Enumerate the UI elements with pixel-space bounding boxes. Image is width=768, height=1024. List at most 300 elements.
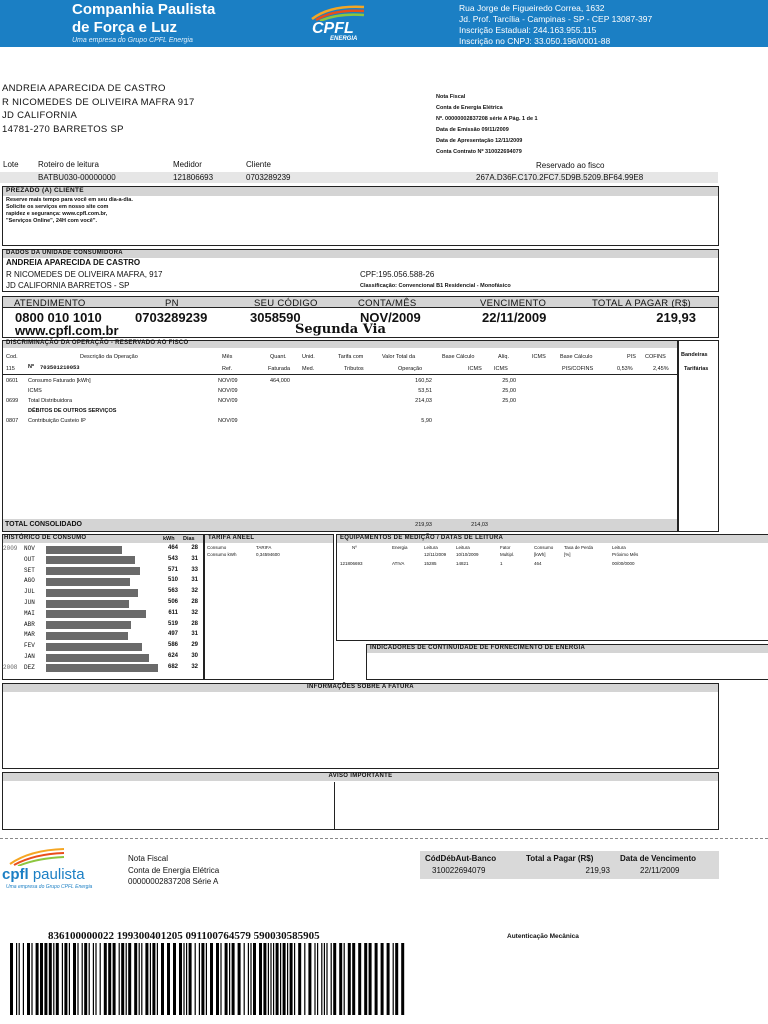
- barcode-bar: [128, 943, 131, 1015]
- barcode-bar: [375, 943, 378, 1015]
- barcode-bar: [119, 943, 120, 1015]
- discriminacao-title: DISCRIMINAÇÃO DA OPERAÇÃO - RESERVADO AO FISCO: [6, 340, 189, 346]
- historico-dias: 32: [191, 609, 198, 616]
- historico-month: AGO: [24, 577, 35, 585]
- address-line: Jd. Prof. Tarcília - Campinas - SP - CEP 13087-397: [459, 14, 653, 24]
- barcode-bar: [276, 943, 279, 1015]
- disc-row-aliq: 25,00: [502, 378, 516, 384]
- barcode-bar: [10, 943, 13, 1015]
- atendimento-phone: 0800 010 1010: [15, 310, 102, 325]
- equip-header: Nº: [352, 545, 357, 550]
- barcode-bar: [31, 943, 32, 1015]
- barcode-bar: [270, 943, 271, 1015]
- historico-dias: 32: [191, 663, 198, 670]
- vencimento-header: VENCIMENTO: [480, 298, 547, 309]
- nf-code: 115: [6, 366, 15, 372]
- company-name-line2: de Força e Luz: [72, 19, 178, 36]
- historico-month: OUT: [24, 555, 35, 563]
- barcode-bar: [333, 943, 336, 1015]
- equip-header: Energia: [392, 545, 408, 550]
- barcode-bar: [298, 943, 301, 1015]
- col-base: Base Cálculo: [442, 354, 475, 360]
- medidor-value: 121806693: [173, 173, 214, 182]
- col-ref: Ref.: [222, 366, 233, 372]
- atendimento-header: ATENDIMENTO: [14, 298, 86, 309]
- segunda-via: Segunda Via: [295, 322, 386, 337]
- indicadores-title: INDICADORES DE CONTINUIDADE DE FORNECIMENTO DE ENERGIA: [370, 645, 586, 651]
- barcode-bar: [238, 943, 241, 1015]
- barcode-bar: [225, 943, 228, 1015]
- disc-row-desc: ICMS: [28, 388, 42, 394]
- total-consolidado-valor: 219,93: [415, 522, 432, 528]
- barcode-bar: [77, 943, 78, 1015]
- cliente-header: Cliente: [246, 160, 271, 169]
- barcode-bar: [401, 943, 404, 1015]
- barcode-bar: [173, 943, 176, 1015]
- equip-value: 14821: [456, 561, 469, 566]
- barcode-bar: [369, 943, 372, 1015]
- unidade-name: ANDREIA APARECIDA DE CASTRO: [6, 258, 141, 267]
- nota-line: Nota Fiscal: [436, 94, 466, 100]
- equip-header: Próximo Mês: [612, 552, 639, 557]
- barcode-bar: [183, 943, 184, 1015]
- tarifa-label: Consumo kWh: [207, 552, 237, 557]
- unidade-cpf: CPF:195.056.588-26: [360, 270, 435, 279]
- footer-nf3: 00000002837208 Série A: [128, 877, 219, 886]
- barcode-bar: [145, 943, 148, 1015]
- medidor-header: Medidor: [173, 160, 202, 169]
- bandeiras-label: Bandeiras: [681, 352, 708, 358]
- cpfl-paulista-swoosh-icon: [8, 846, 68, 866]
- equip-header: Fator: [500, 545, 511, 550]
- col-faturada: Faturada: [268, 366, 291, 372]
- col-med: Med.: [302, 366, 315, 372]
- pn-header: PN: [165, 298, 179, 309]
- equip-value: 121806693: [340, 561, 363, 566]
- barcode-bar: [253, 943, 256, 1015]
- total-consolidado-bar: [3, 519, 677, 531]
- website: www.cpfl.com.br: [15, 323, 119, 338]
- historico-dias: 31: [191, 631, 198, 638]
- autenticacao-label: Autenticação Mecânica: [507, 933, 579, 940]
- equip-header: [kWh]: [534, 552, 546, 557]
- prezado-header-bar: [3, 187, 718, 196]
- barcode-bar: [250, 943, 251, 1015]
- footer-nf1: Nota Fiscal: [128, 854, 169, 863]
- barcode-bar: [62, 943, 63, 1015]
- barcode-bar: [179, 943, 182, 1015]
- disc-row-mes: NOV/09: [218, 398, 238, 404]
- barcode-bar: [248, 943, 249, 1015]
- col-quant: Quant.: [270, 354, 287, 360]
- historico-month: SET: [24, 566, 35, 574]
- historico-kwh: 497: [167, 631, 178, 638]
- vencimento-value: 22/11/2009: [482, 310, 547, 325]
- barcode-bar: [244, 943, 245, 1015]
- equip-value: ATIVA: [392, 561, 405, 566]
- unidade-classificacao: Classificação: Convencional B1 Residencial - Monofásico: [360, 283, 511, 289]
- historico-kwh: 563: [167, 588, 178, 595]
- barcode-bar: [393, 943, 394, 1015]
- disc-row-desc: DÉBITOS DE OUTROS SERVIÇOS: [28, 408, 117, 414]
- nota-line: Conta Contrato Nº 310022694079: [436, 149, 522, 155]
- historico-bar: [46, 632, 128, 640]
- barcode-bar: [280, 943, 281, 1015]
- barcode-bar: [134, 943, 137, 1015]
- barcode-bar: [321, 943, 322, 1015]
- barcode-bar: [290, 943, 293, 1015]
- barcode-bar: [84, 943, 87, 1015]
- barcode-bar: [364, 943, 367, 1015]
- unidade-city: JD CALIFORNIA BARRETOS - SP: [6, 281, 130, 290]
- barcode-bar: [189, 943, 192, 1015]
- total-consolidado-base: 214,03: [471, 522, 488, 528]
- barcode-bar: [304, 943, 305, 1015]
- barcode-bar: [232, 943, 235, 1015]
- nf-number: 703501210053: [40, 364, 80, 371]
- barcode-bar: [331, 943, 332, 1015]
- historico-dias: 28: [191, 545, 198, 551]
- historico-dias: 28: [191, 599, 198, 605]
- historico-bar: [46, 600, 129, 608]
- barcode-bar: [220, 943, 221, 1015]
- barcode-bar: [216, 943, 219, 1015]
- col-mes: Mês: [222, 354, 233, 360]
- historico-bar: [46, 556, 135, 564]
- cpfl-logo-text: CPFL: [312, 20, 354, 37]
- footer-total-value: 219,93: [585, 866, 610, 875]
- divider: [3, 374, 677, 375]
- unidade-title: DADOS DA UNIDADE CONSUMIDORA: [6, 250, 123, 256]
- barcode-bar: [44, 943, 47, 1015]
- disc-row-valor: 53,51: [418, 388, 432, 394]
- bandeiras-label: Tarifárias: [684, 366, 709, 372]
- historico-dias: 28: [191, 620, 198, 627]
- prezado-line: Solicite os serviços em nosso site com: [6, 204, 109, 210]
- tarifa-label: TARIFA: [256, 545, 272, 550]
- col-valor: Valor Total da: [382, 354, 416, 360]
- nota-line: Nº. 00000002837208 série A Pág. 1 de 1: [436, 116, 538, 122]
- col-pis: PIS: [627, 354, 636, 360]
- historico-kwh: 611: [168, 609, 178, 616]
- historico-dias: 32: [191, 588, 198, 595]
- equip-header: Leitura: [424, 545, 438, 550]
- barcode-bar: [56, 943, 59, 1015]
- barcode-bar: [195, 943, 196, 1015]
- historico-bar: [46, 567, 140, 575]
- equipamentos-box: [336, 534, 768, 641]
- barcode-bar: [113, 943, 116, 1015]
- barcode-bar: [339, 943, 342, 1015]
- historico-dias: 33: [191, 566, 198, 573]
- customer-district: JD CALIFORNIA: [2, 110, 78, 121]
- barcode-bar: [69, 943, 70, 1015]
- address-line: Inscrição Estadual: 244.163.955.115: [459, 25, 597, 35]
- historico-bar: [46, 654, 149, 662]
- barcode-bar: [23, 943, 24, 1015]
- barcode-bar: [201, 943, 204, 1015]
- barcode-bar: [294, 943, 295, 1015]
- roteiro-value: BATBU030-00000000: [38, 173, 116, 182]
- barcode-bar: [16, 943, 17, 1015]
- barcode-bar: [36, 943, 39, 1015]
- col-operacao: Operação: [398, 366, 423, 372]
- historico-kwh: 682: [167, 663, 178, 670]
- disc-row-desc: Consumo Faturado [kWh]: [28, 378, 91, 384]
- historico-dias: 30: [191, 653, 198, 659]
- barcode-bar: [314, 943, 315, 1015]
- customer-name: ANDREIA APARECIDA DE CASTRO: [2, 83, 166, 94]
- barcode: [10, 943, 410, 1015]
- barcode-bar: [308, 943, 311, 1015]
- col-piscofins: PIS/COFINS: [562, 366, 594, 372]
- barcode-bar: [348, 943, 351, 1015]
- barcode-bar: [82, 943, 83, 1015]
- prezado-title: PREZADO (A) CLIENTE: [6, 187, 84, 194]
- historico-month: DEZ: [24, 663, 35, 671]
- reservado-header: Reservado ao fisco: [536, 161, 605, 170]
- historico-dias-header: Dias: [183, 536, 195, 542]
- col-cofins: COFINS: [645, 354, 666, 360]
- aviso-divider: [334, 782, 335, 829]
- historico-month: NOV: [24, 545, 35, 552]
- tarifa-title: TARIFA ANEEL: [208, 535, 255, 541]
- disc-row-cod: 0807: [6, 418, 19, 424]
- barcode-bar: [139, 943, 140, 1015]
- barcode-bar: [141, 943, 142, 1015]
- col-desc: Descrição da Operação: [80, 354, 138, 360]
- nota-line: Data de Apresentação 12/11/2009: [436, 138, 523, 144]
- barcode-bar: [100, 943, 101, 1015]
- disc-row-desc: Total Distribuidora: [28, 398, 73, 404]
- historico-bar: [46, 546, 122, 554]
- conta-value: NOV/2009: [360, 310, 421, 325]
- barcode-bar: [283, 943, 286, 1015]
- pis-rate: 0,53%: [617, 366, 633, 372]
- codigo-value: 3058590: [250, 310, 301, 325]
- lote-header: Lote: [3, 160, 19, 169]
- equip-header: Multipl.: [500, 552, 515, 557]
- nota-line: Data de Emissão 09/11/2009: [436, 127, 509, 133]
- historico-kwh: 571: [167, 566, 178, 573]
- cpfl-paulista-logo: cpfl paulista: [2, 866, 85, 883]
- header-banner: [0, 0, 768, 47]
- unidade-street: R NICOMEDES DE OLIVEIRA MAFRA, 917: [6, 270, 163, 279]
- reservado-value: 267A.D36F.C170.2FC7.5D9B.5209.BF64.99E8: [476, 173, 644, 182]
- barcode-bar: [324, 943, 325, 1015]
- col-tarifa: Tarifa com: [338, 354, 364, 360]
- historico-year: 2009: [3, 545, 18, 552]
- disc-row-quant: 464,000: [270, 378, 290, 384]
- col-icms2: ICMS: [494, 366, 508, 372]
- historico-kwh: 506: [167, 599, 178, 605]
- barcode-bar: [387, 943, 390, 1015]
- col-aliq: Alíq.: [498, 354, 510, 360]
- barcode-bar: [19, 943, 20, 1015]
- historico-bar: [46, 643, 142, 651]
- prezado-line: "Serviços Online", 24H com você".: [6, 218, 97, 224]
- total-consolidado-label: TOTAL CONSOLIDADO: [5, 521, 82, 528]
- equip-value: 15285: [424, 561, 437, 566]
- barcode-bar: [186, 943, 187, 1015]
- historico-month: MAR: [24, 631, 35, 639]
- historico-kwh: 624: [167, 653, 178, 659]
- roteiro-header: Roteiro de leitura: [38, 160, 99, 169]
- cut-line: [0, 838, 768, 839]
- disc-row-valor: 214,03: [415, 398, 432, 404]
- nf-label: Nº: [28, 364, 34, 370]
- col-basepc: Base Cálculo: [560, 354, 593, 360]
- tarifa-label: Consumo: [207, 545, 227, 550]
- barcode-bar: [259, 943, 262, 1015]
- prezado-line: rapidez e segurança: www.cpfl.com.br,: [6, 211, 108, 217]
- historico-month: FEV: [24, 642, 35, 650]
- barcode-bar: [167, 943, 170, 1015]
- historico-bar: [46, 664, 158, 672]
- tarifa-value: 0,34594600: [256, 552, 280, 557]
- total-value: 219,93: [656, 310, 696, 325]
- barcode-bar: [161, 943, 164, 1015]
- equipamentos-title: EQUIPAMENTOS DE MEDIÇÃO / DATAS DE LEITURA: [340, 535, 504, 541]
- disc-row-mes: NOV/09: [218, 388, 238, 394]
- equip-header: Taxa de Perda: [564, 545, 594, 550]
- historico-dias: 29: [191, 642, 198, 649]
- historico-kwh-header: kWh: [163, 536, 175, 542]
- disc-row-cod: 0699: [6, 398, 19, 404]
- barcode-bar: [49, 943, 52, 1015]
- barcode-bar: [95, 943, 96, 1015]
- col-icms1: ICMS: [468, 366, 482, 372]
- informacoes-title: INFORMAÇÕES SOBRE A FATURA: [307, 684, 414, 690]
- aviso-title: AVISO IMPORTANTE: [328, 773, 393, 779]
- pn-value: 0703289239: [135, 310, 208, 325]
- col-icms3: ICMS: [532, 354, 546, 360]
- equip-header: 10/10/2009: [456, 552, 479, 557]
- disc-row-valor: 5,90: [421, 418, 432, 424]
- historico-month: JUN: [24, 599, 35, 606]
- barcode-bar: [89, 943, 90, 1015]
- historico-year: 2008: [3, 663, 18, 671]
- prezado-line: Reserve mais tempo para você em seu dia-a-dia.: [6, 197, 133, 203]
- barcode-bar: [358, 943, 361, 1015]
- equip-header: [%]: [564, 552, 571, 557]
- barcode-number: 836100000022 199300401205 091100764579 590030585905: [48, 930, 320, 942]
- disc-row-aliq: 25,00: [502, 398, 516, 404]
- barcode-bar: [210, 943, 213, 1015]
- barcode-bar: [150, 943, 151, 1015]
- barcode-bar: [27, 943, 30, 1015]
- barcode-bar: [152, 943, 155, 1015]
- equip-value: 1: [500, 561, 503, 566]
- historico-month: JUL: [24, 588, 35, 596]
- barcode-bar: [395, 943, 398, 1015]
- equip-header: Leitura: [456, 545, 470, 550]
- barcode-bar: [104, 943, 107, 1015]
- historico-month: MAI: [24, 609, 35, 617]
- codigo-header: SEU CÓDIGO: [254, 298, 318, 309]
- nota-line: Conta de Energia Elétrica: [436, 105, 503, 111]
- equip-header: Consumo: [534, 545, 554, 550]
- conta-header: CONTA/MÊS: [358, 298, 417, 309]
- disc-row-aliq: 25,00: [502, 388, 516, 394]
- barcode-bar: [263, 943, 266, 1015]
- footer-total-header: Total a Pagar (R$): [526, 854, 594, 863]
- historico-bar: [46, 589, 138, 597]
- barcode-bar: [108, 943, 111, 1015]
- customer-city: 14781-270 BARRETOS SP: [2, 124, 124, 135]
- cpfl-logo-sub: ENERGIA: [330, 36, 358, 42]
- cofins-rate: 2,45%: [653, 366, 669, 372]
- barcode-bar: [157, 943, 158, 1015]
- footer-venc-header: Data de Vencimento: [620, 854, 697, 863]
- barcode-bar: [199, 943, 200, 1015]
- equip-header: Leitura: [612, 545, 626, 550]
- equip-value: 464: [534, 561, 542, 566]
- historico-bar: [46, 610, 146, 618]
- equip-value: 00/00/0000: [612, 561, 635, 566]
- historico-kwh: 519: [167, 620, 178, 627]
- historico-kwh: 543: [167, 555, 178, 562]
- address-line: Rua Jorge de Figueiredo Correa, 1632: [459, 3, 605, 13]
- footer-nf2: Conta de Energia Elétrica: [128, 866, 220, 875]
- disc-row-cod: 0601: [6, 378, 19, 384]
- historico-month: JAN: [24, 653, 35, 660]
- col-cod: Cod.: [6, 354, 18, 360]
- total-header: TOTAL A PAGAR (R$): [592, 298, 692, 309]
- barcode-bar: [229, 943, 230, 1015]
- informacoes-box: [2, 683, 719, 769]
- footer-venc-value: 22/11/2009: [640, 866, 680, 875]
- equip-header: 12/11/2009: [424, 552, 447, 557]
- barcode-bar: [40, 943, 43, 1015]
- customer-street: R NICOMEDES DE OLIVEIRA MAFRA 917: [2, 97, 195, 108]
- footer-cod-value: 310022694079: [432, 866, 486, 875]
- barcode-bar: [64, 943, 67, 1015]
- company-name-line1: Companhia Paulista: [72, 1, 216, 18]
- barcode-bar: [317, 943, 318, 1015]
- cpfl-swoosh-icon: [310, 3, 366, 21]
- barcode-bar: [326, 943, 327, 1015]
- barcode-bar: [268, 943, 269, 1015]
- disc-row-mes: NOV/09: [218, 378, 238, 384]
- barcode-bar: [53, 943, 54, 1015]
- barcode-bar: [344, 943, 345, 1015]
- historico-bar: [46, 621, 131, 629]
- col-tributos: Tributos: [344, 366, 364, 372]
- footer-logo-sub: Uma empresa do Grupo CPFL Energia: [6, 884, 93, 890]
- company-subtitle: Uma empresa do Grupo CPFL Energia: [72, 37, 193, 44]
- historico-month: ABR: [24, 620, 35, 628]
- disc-row-mes: NOV/09: [218, 418, 238, 424]
- historico-kwh: 464: [167, 545, 178, 551]
- barcode-bar: [273, 943, 274, 1015]
- barcode-bar: [126, 943, 127, 1015]
- historico-kwh: 586: [167, 642, 178, 649]
- barcode-bar: [93, 943, 94, 1015]
- address-line: Inscrição no CNPJ: 33.050.196/0001-88: [459, 36, 611, 46]
- barcode-bar: [73, 943, 76, 1015]
- historico-kwh: 510: [167, 577, 178, 584]
- historico-bar: [46, 578, 130, 586]
- barcode-bar: [121, 943, 124, 1015]
- historico-dias: 31: [191, 555, 198, 562]
- cliente-value: 0703289239: [246, 173, 291, 182]
- barcode-bar: [287, 943, 288, 1015]
- historico-dias: 31: [191, 577, 198, 584]
- barcode-bar: [381, 943, 384, 1015]
- footer-cod-header: CódDébAut-Banco: [425, 854, 497, 863]
- disc-row-desc: Contribuição Custeio IP: [28, 418, 86, 424]
